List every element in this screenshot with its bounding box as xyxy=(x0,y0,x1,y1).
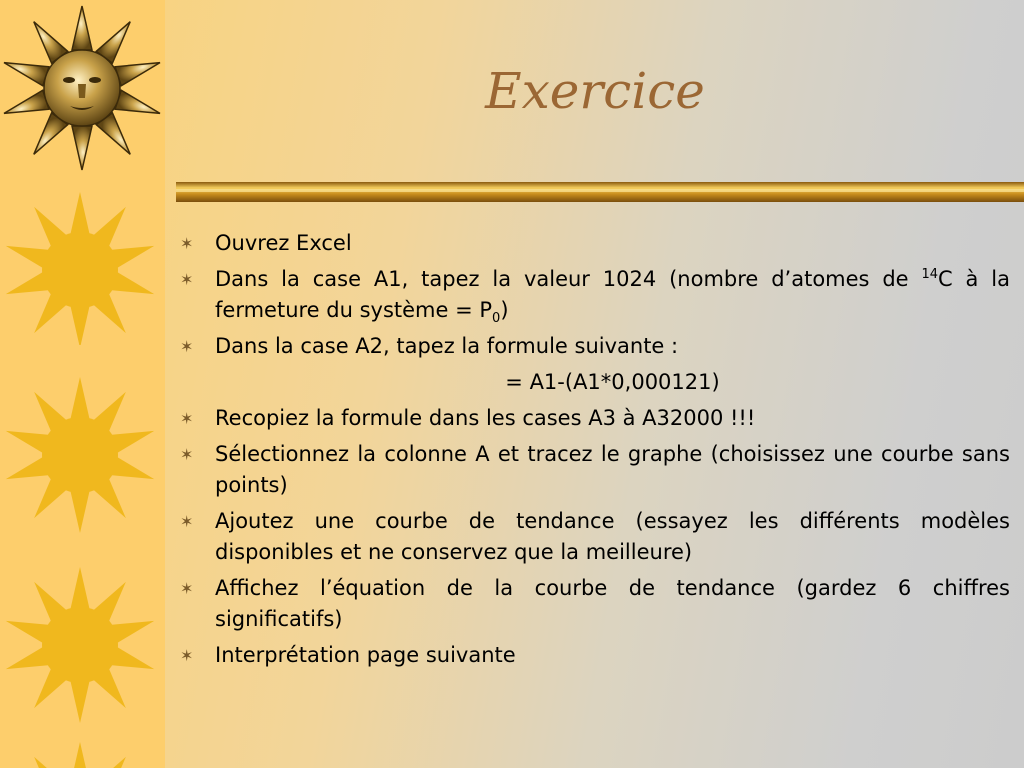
sun-icon xyxy=(0,180,165,345)
formula-line: = A1-(A1*0,000121) xyxy=(505,370,720,394)
star-bullet-icon: ✶ xyxy=(180,579,194,598)
list-item xyxy=(180,439,1010,501)
item-text: Recopiez la formule dans les cases A3 à A32000 !!! xyxy=(215,406,756,430)
item-text: ) xyxy=(500,298,509,322)
list-item xyxy=(180,640,1010,671)
star-bullet-icon: ✶ xyxy=(180,409,194,428)
item-text: C à la fermeture du système = P xyxy=(215,267,1010,322)
item-text: Dans la case A1, tapez la valeur 1024 (nombre d’atomes de xyxy=(215,267,922,291)
star-bullet-icon: ✶ xyxy=(180,646,194,665)
list-item xyxy=(180,331,1010,362)
item-text: Dans la case A2, tapez la formule suivante : xyxy=(215,334,679,358)
list-item xyxy=(180,228,1010,259)
slide-title: Exercice xyxy=(485,62,705,120)
star-bullet-icon: ✶ xyxy=(180,445,194,464)
sun-icon xyxy=(0,560,165,725)
list-item xyxy=(180,264,1010,326)
star-bullet-icon: ✶ xyxy=(180,512,194,531)
list-item xyxy=(180,506,1010,568)
sidebar xyxy=(0,0,165,768)
star-bullet-icon: ✶ xyxy=(180,234,194,253)
sun-icon xyxy=(0,735,165,768)
item-text: Sélectionnez la colonne A et tracez le graphe (choisissez une courbe sans points) xyxy=(215,442,1010,497)
sun-face-icon xyxy=(0,0,165,180)
isotope-superscript: 14 xyxy=(921,267,939,282)
item-text: Affichez l’équation de la courbe de tendance (gardez 6 chiffres significatifs) xyxy=(215,576,1010,631)
list-item xyxy=(180,403,1010,434)
title-divider xyxy=(176,180,1024,204)
item-text: Interprétation page suivante xyxy=(215,643,516,667)
list-item xyxy=(180,573,1010,635)
subscript: 0 xyxy=(492,311,501,327)
item-text: Ajoutez une courbe de tendance (essayez les différents modèles disponibles et ne conservez que la meilleure) xyxy=(215,509,1010,564)
item-text: Ouvrez Excel xyxy=(215,231,352,255)
star-bullet-icon: ✶ xyxy=(180,337,194,356)
bullet-list xyxy=(180,228,1010,676)
star-bullet-icon: ✶ xyxy=(180,270,194,289)
sun-icon xyxy=(0,370,165,535)
